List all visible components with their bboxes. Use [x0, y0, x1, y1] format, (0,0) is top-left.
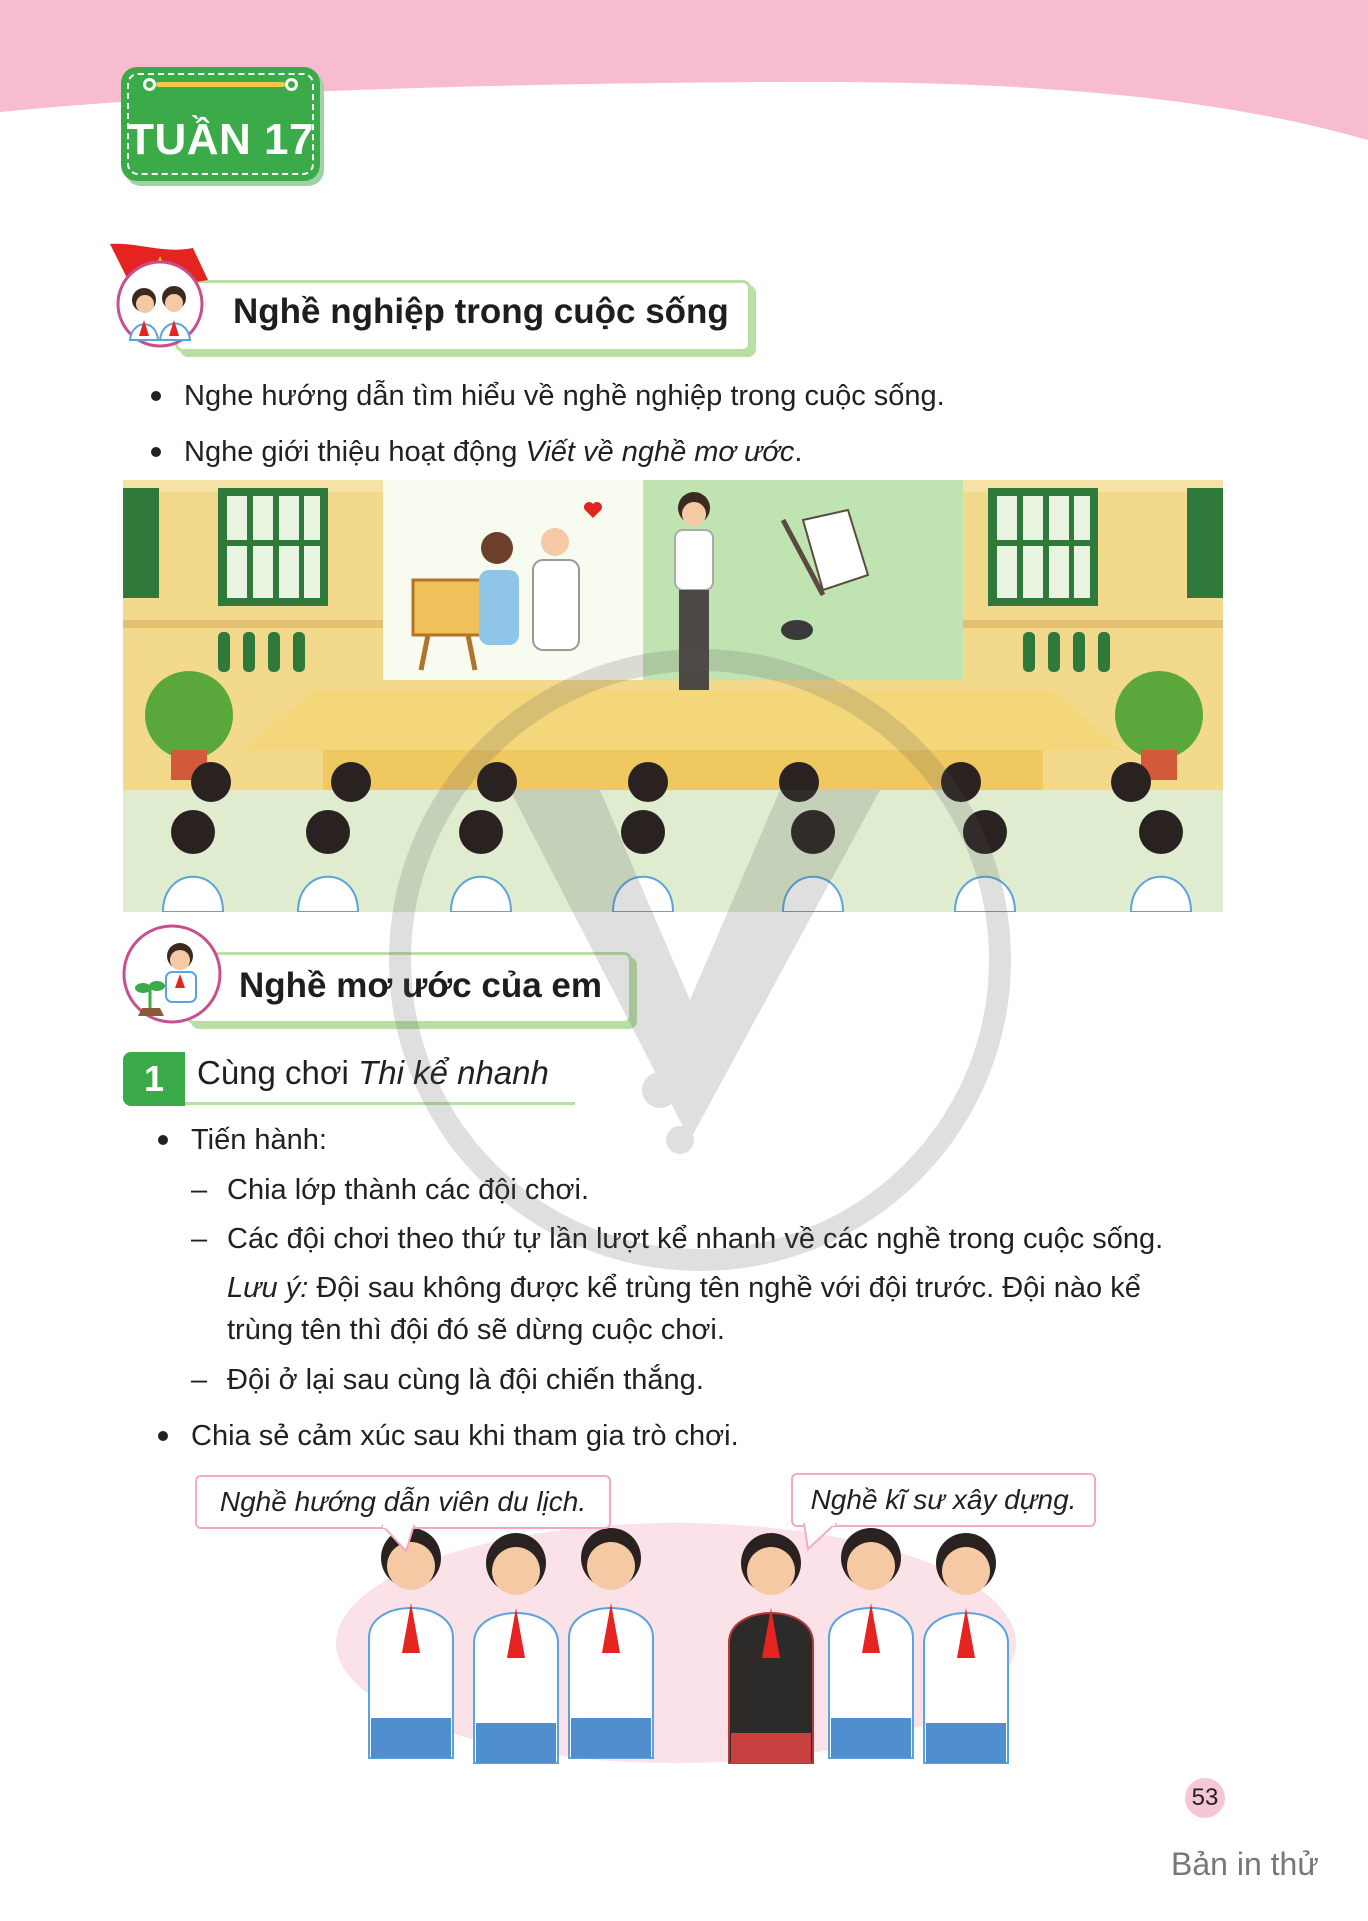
- draft-label: Bản in thử: [1171, 1846, 1319, 1882]
- section-title: Nghề nghiệp trong cuộc sống: [233, 292, 729, 331]
- careers-bullet-list: [184, 378, 945, 470]
- boy-planting-icon: [120, 922, 226, 1026]
- list-item: Chia sẻ cảm xúc sau khi tham gia trò chơi.: [191, 1418, 739, 1454]
- section-title: Nghề mơ ước của em: [239, 966, 602, 1005]
- speech-bubble-left: Nghề hướng dẫn viên du lịch.: [195, 1475, 611, 1529]
- speech-tail: [380, 1525, 420, 1553]
- step-item: – Đội ở lại sau cùng là đội chiến thắng.: [191, 1364, 704, 1396]
- activity-title: Cùng chơi Thi kể nhanh: [197, 1054, 549, 1091]
- share-list: [191, 1418, 739, 1454]
- list-item: Nghe giới thiệu hoạt động Viết về nghề mơ ước.: [184, 434, 945, 470]
- ring-icon: [143, 78, 156, 91]
- list-item: Nghe hướng dẫn tìm hiểu về nghề nghiệp trong cuộc sống.: [184, 378, 945, 414]
- week-label: TUẦN 17: [127, 115, 314, 164]
- ring-icon: [285, 78, 298, 91]
- note-line: trùng tên thì đội đó sẽ dừng cuộc chơi.: [227, 1314, 725, 1346]
- steps-heading: [191, 1122, 327, 1158]
- flag-salute-icon: [108, 240, 223, 352]
- speech-bubble-right: Nghề kĩ sư xây dựng.: [791, 1473, 1096, 1527]
- activity-number: 1: [123, 1052, 185, 1106]
- page-number: 53: [1185, 1778, 1225, 1818]
- note-line: Lưu ý: Đội sau không được kể trùng tên nghề với đội trước. Đội nào kể: [227, 1272, 1141, 1304]
- step-item: – Chia lớp thành các đội chơi.: [191, 1174, 590, 1206]
- week-badge: [121, 67, 320, 181]
- speech-tail: [798, 1523, 838, 1551]
- list-item: Tiến hành:: [191, 1122, 327, 1158]
- publisher-watermark-icon: [360, 640, 1040, 1280]
- step-item: – Các đội chơi theo thứ tự lần lượt kể nhanh về các nghề trong cuộc sống.: [191, 1223, 1164, 1255]
